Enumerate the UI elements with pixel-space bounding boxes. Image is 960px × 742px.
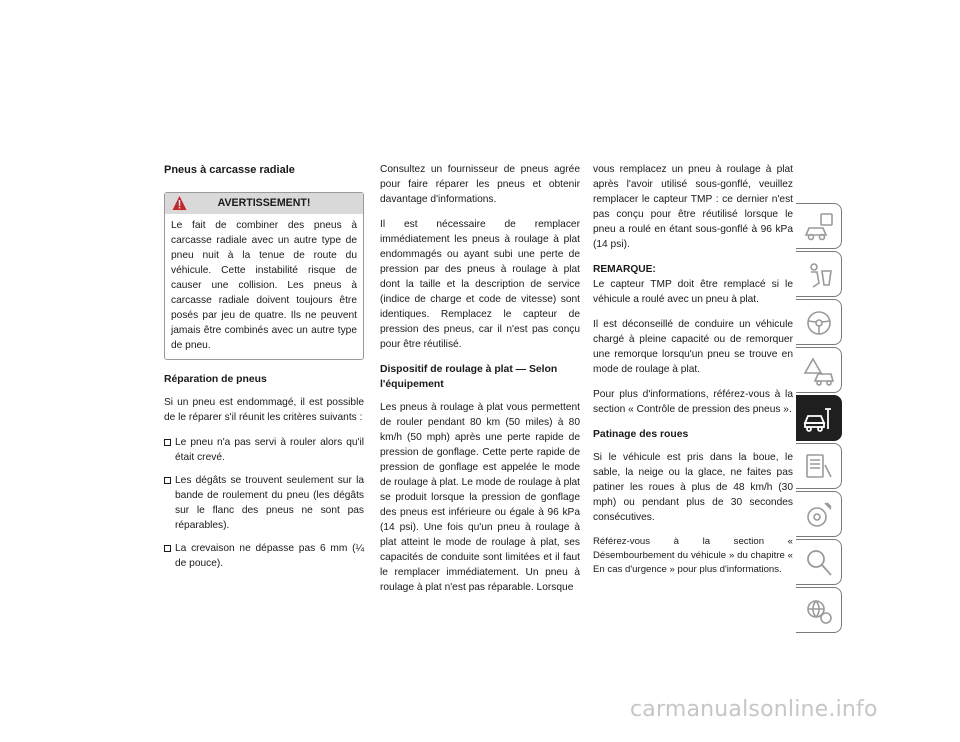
- maintenance-list-icon: [803, 451, 835, 483]
- repair-heading: Réparation de pneus: [164, 374, 267, 385]
- paragraph: Pour plus d'informations, référez-vous à la section « Contrôle de pression des pneus ».: [593, 389, 793, 415]
- nav-tab-index[interactable]: [796, 539, 842, 585]
- nav-tab-service-active[interactable]: [796, 395, 842, 441]
- nav-tab-car-info[interactable]: [796, 203, 842, 249]
- warning-box: [164, 192, 364, 360]
- repair-criteria-list: [164, 435, 364, 571]
- warning-lights-icon: [803, 355, 835, 387]
- column-middle: [380, 162, 580, 605]
- nav-tab-multimedia[interactable]: [796, 491, 842, 537]
- search-index-icon: [803, 547, 835, 579]
- warning-text: Le fait de combiner des pneus à carcasse radiale avec un autre type de pneu nuit à la tenue de route du véhicule. Cette instabilité risque de causer une collision. Les pneus à carcasse radiale doivent toujours être posés par jeu de quatre. Ils ne peuvent jamais être combinés avec un autre type de pneu.: [171, 220, 357, 351]
- nav-tab-driving[interactable]: [796, 299, 842, 345]
- remark-text: Le capteur TMP doit être remplacé si le véhicule a roulé avec un pneu à plat.: [593, 279, 793, 305]
- bullet-box-icon: [164, 545, 171, 552]
- languages-icon: [803, 595, 835, 627]
- paragraph: Référez-vous à la section « Désembourbement du véhicule » du chapitre « En cas d'urgence » pour plus d'informations.: [593, 536, 793, 575]
- column-left: [164, 163, 364, 579]
- watermark: carmanualsonline.info: [630, 697, 878, 722]
- nav-tab-safety[interactable]: [796, 251, 842, 297]
- wheel-spin-heading: Patinage des roues: [593, 429, 689, 440]
- paragraph: Consultez un fournisseur de pneus agrée pour faire réparer les pneus et obtenir davantage d'informations.: [380, 164, 580, 205]
- nav-tab-languages[interactable]: [796, 587, 842, 633]
- steering-wheel-icon: [803, 307, 835, 339]
- paragraph: Il est déconseillé de conduire un véhicule chargé à pleine capacité ou de remorquer une remorque lorsqu'un pneu se trouve en mode de roulage à plat.: [593, 319, 793, 375]
- list-item: Le pneu n'a pas servi à rouler alors qu'il était crevé.: [164, 435, 364, 465]
- repair-intro: Si un pneu est endommagé, il est possible de le réparer s'il réunit les critères suivants :: [164, 397, 364, 423]
- list-item: La crevaison ne dépasse pas 6 mm (¼ de pouce).: [164, 541, 364, 571]
- paragraph: vous remplacez un pneu à roulage à plat après l'avoir utilisé sous-gonflé, veuillez remplacer le capteur TMP : ce dernier n'est pas conçu pour être réutilisé lorsque le pneu a roulé en étant sous-gonflé à 96 kPa (14 psi).: [593, 164, 793, 250]
- remark: [593, 262, 793, 307]
- nav-tab-warnings[interactable]: [796, 347, 842, 393]
- warning-title: AVERTISSEMENT!: [217, 197, 311, 209]
- warning-header: [165, 193, 363, 214]
- multimedia-icon: [803, 499, 835, 531]
- runflat-heading: Dispositif de roulage à plat — Selon l'équipement: [380, 364, 558, 390]
- car-info-icon: [803, 211, 835, 243]
- paragraph: Si le véhicule est pris dans la boue, le sable, la neige ou la glace, ne faites pas patiner les roues à plus de 48 km/h (30 mph) ou pendant plus de 30 secondes consécutives.: [593, 452, 793, 523]
- nav-tab-maintenance[interactable]: [796, 443, 842, 489]
- remark-label: REMARQUE:: [593, 264, 656, 275]
- bullet-box-icon: [164, 477, 171, 484]
- section-title: Pneus à carcasse radiale: [164, 164, 295, 176]
- bullet-box-icon: [164, 439, 171, 446]
- paragraph: Les pneus à roulage à plat vous permettent de rouler pendant 80 km (50 miles) à 80 km/h (50 mph) après une perte rapide de pression de gonflage. Cette perte rapide de pression de gonflage est appelée le mode de roulage à plat. Le mode de roulage à plat se produit lorsque la pression de gonflage des pneus est inférieure ou égale à 96 kPa (14 psi). Une fois qu'un pneu à roulage à plat atteint le mode de roulage à plat, ses capacités de conduite sont limitées et il faut le remplacer immédiatement. Un pneu à roulage à plat n'est pas réparable. Lorsque: [380, 402, 580, 593]
- list-item: Les dégâts se trouvent seulement sur la bande de roulement du pneu (les dégâts sur le flanc des pneus ne sont pas réparables).: [164, 473, 364, 533]
- column-right: [593, 162, 793, 587]
- car-service-icon: [803, 403, 835, 435]
- safety-airbag-icon: [803, 259, 835, 291]
- paragraph: Il est nécessaire de remplacer immédiatement les pneus à roulage à plat endommagés ou ayant subi une perte de pression par des pneus à roulage à plat dont la taille et la description de service (indice de charge et code de vitesse) sont identiques. Remplacez le capteur de pression des pneus, car il n'est pas conçu pour être réutilisé.: [380, 219, 580, 350]
- warning-triangle-icon: [172, 195, 187, 211]
